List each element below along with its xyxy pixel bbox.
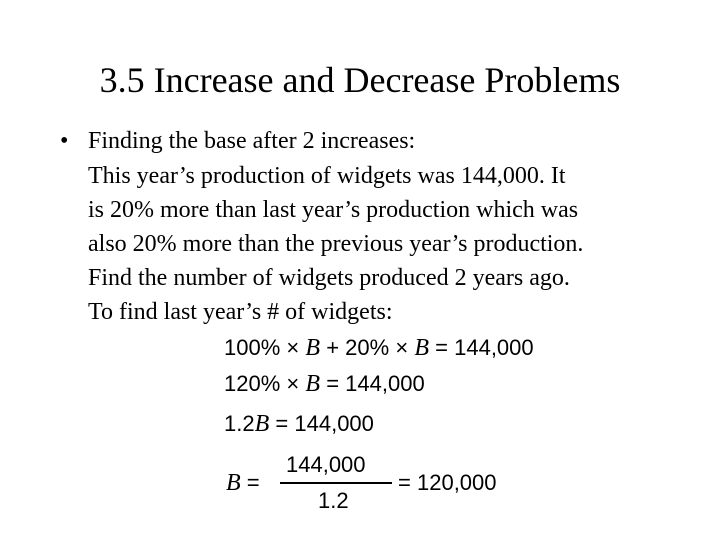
- eq4-fraction-bar: [280, 482, 392, 484]
- eq2-term-a: 120%: [224, 371, 281, 396]
- eq4-equals: =: [246, 470, 260, 495]
- eq1-var: B: [305, 335, 321, 361]
- eq2-var: B: [305, 371, 321, 397]
- equation-2: [224, 371, 425, 397]
- bullet-marker: •: [60, 128, 69, 154]
- body-line: This year’s production of widgets was 144,000. It: [88, 163, 566, 189]
- eq1-var: B: [414, 335, 429, 361]
- eq3-rhs: 144,000: [294, 411, 374, 436]
- eq1-rhs: 144,000: [454, 335, 534, 360]
- eq1-times: ×: [286, 335, 300, 360]
- eq4-equals: =: [398, 470, 411, 495]
- eq3-var: B: [254, 411, 270, 437]
- eq2-times: ×: [286, 371, 300, 396]
- eq4-result: 120,000: [416, 470, 497, 495]
- body-line: To find last year’s # of widgets:: [88, 299, 393, 325]
- body-line: is 20% more than last year’s production which was: [88, 197, 579, 223]
- body-line: Find the number of widgets produced 2 years ago.: [88, 265, 570, 291]
- eq4-denominator: 1.2: [318, 488, 349, 513]
- eq3-equals: =: [275, 411, 289, 436]
- slide-title: 3.5 Increase and Decrease Problems: [99, 60, 621, 100]
- eq1-plus: +: [326, 335, 340, 360]
- eq1-term-b: 20%: [345, 335, 390, 360]
- eq2-rhs: 144,000: [345, 371, 425, 396]
- eq4-numerator: 144,000: [286, 452, 366, 477]
- equation-1: [224, 335, 534, 361]
- body-line: also 20% more than the previous year’s production.: [88, 231, 584, 257]
- eq3-coef: 1.2: [224, 411, 255, 436]
- bullet-text: Finding the base after 2 increases:: [88, 128, 416, 154]
- eq1-equals: =: [435, 335, 448, 360]
- equation-3: [224, 411, 374, 437]
- eq1-times: ×: [395, 335, 409, 360]
- eq2-equals: =: [326, 371, 340, 396]
- eq4-var: B: [226, 470, 241, 496]
- eq1-term-a: 100%: [224, 335, 281, 360]
- eq4-fraction: [280, 450, 396, 516]
